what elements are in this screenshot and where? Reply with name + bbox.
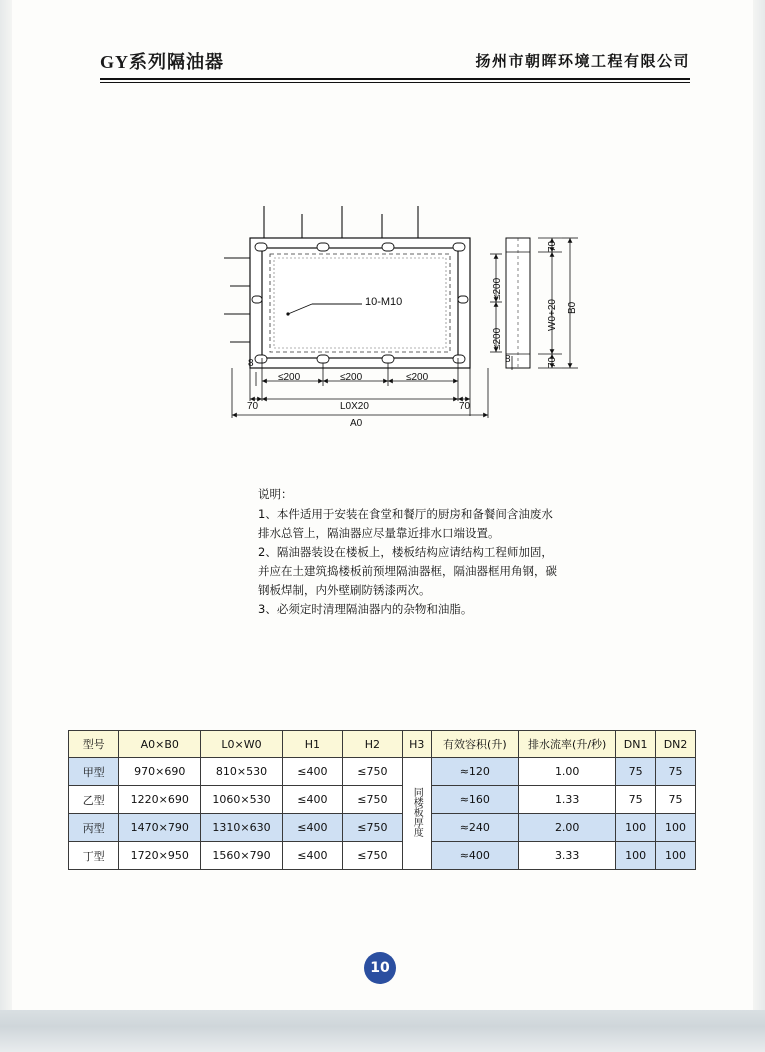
spec-table-wrapper bbox=[68, 730, 696, 870]
cell-a0b0: 1470×790 bbox=[119, 814, 201, 842]
cell-volume: ≈400 bbox=[431, 842, 519, 870]
header-rule-thin bbox=[100, 82, 690, 83]
th-h1: H1 bbox=[282, 731, 342, 758]
drawing-label-8-right: 8 bbox=[505, 354, 511, 365]
cell-dn2: 100 bbox=[656, 842, 696, 870]
note-item-3 bbox=[258, 600, 558, 619]
table-row bbox=[69, 842, 696, 870]
drawing-label-w0-20: W0+20 bbox=[547, 299, 558, 331]
cell-h2: ≤750 bbox=[342, 786, 402, 814]
cell-h1: ≤400 bbox=[282, 842, 342, 870]
cell-l0w0: 810×530 bbox=[201, 758, 283, 786]
th-dn1: DN1 bbox=[616, 731, 656, 758]
cell-model: 乙型 bbox=[69, 786, 119, 814]
cell-a0b0: 1720×950 bbox=[119, 842, 201, 870]
th-model: 型号 bbox=[69, 731, 119, 758]
cell-a0b0: 1220×690 bbox=[119, 786, 201, 814]
th-dn2: DN2 bbox=[656, 731, 696, 758]
cell-l0w0: 1310×630 bbox=[201, 814, 283, 842]
drawing-label-b0: B0 bbox=[567, 301, 578, 314]
cell-dn1: 75 bbox=[616, 758, 656, 786]
cell-flow: 1.33 bbox=[519, 786, 616, 814]
notes-block bbox=[258, 485, 558, 619]
cell-volume: ≈160 bbox=[431, 786, 519, 814]
th-h3: H3 bbox=[402, 731, 431, 758]
scan-edge-right bbox=[753, 0, 765, 1010]
cell-model: 甲型 bbox=[69, 758, 119, 786]
note-3-text: 必须定时清理隔油器内的杂物和油脂。 bbox=[276, 602, 473, 616]
drawing-label-70-left: 70 bbox=[247, 401, 259, 412]
note-3-number: 3、 bbox=[258, 602, 277, 616]
drawing-label-70-right: 70 bbox=[459, 401, 471, 412]
th-a0b0: A0×B0 bbox=[119, 731, 201, 758]
th-volume: 有效容积(升) bbox=[431, 731, 519, 758]
cell-l0w0: 1560×790 bbox=[201, 842, 283, 870]
table-row bbox=[69, 758, 696, 786]
scan-edge-bottom bbox=[0, 1010, 765, 1052]
drawing-label-le200-c: ≤200 bbox=[406, 372, 429, 383]
page-number-badge: 10 bbox=[364, 952, 396, 984]
cell-flow: 2.00 bbox=[519, 814, 616, 842]
cell-dn2: 75 bbox=[656, 758, 696, 786]
drawing-label-8-left: 8 bbox=[248, 358, 254, 369]
company-name: 扬州市朝晖环境工程有限公司 bbox=[475, 52, 690, 70]
note-2-number: 2、 bbox=[258, 545, 277, 559]
cell-h2: ≤750 bbox=[342, 758, 402, 786]
table-header-row bbox=[69, 731, 696, 758]
cell-dn2: 100 bbox=[656, 814, 696, 842]
drawing-svg bbox=[222, 196, 742, 456]
cell-flow: 3.33 bbox=[519, 842, 616, 870]
cell-h1: ≤400 bbox=[282, 786, 342, 814]
drawing-label-a0: A0 bbox=[350, 418, 363, 429]
drawing-label-le200-v2: ≤200 bbox=[492, 327, 503, 350]
page-title: GY系列隔油器 bbox=[100, 52, 224, 72]
cell-dn2: 75 bbox=[656, 786, 696, 814]
cell-h2: ≤750 bbox=[342, 814, 402, 842]
cell-a0b0: 970×690 bbox=[119, 758, 201, 786]
drawing-label-le200-a: ≤200 bbox=[278, 372, 301, 383]
drawing-label-70-topright: 70 bbox=[547, 240, 558, 252]
notes-title: 说明： bbox=[258, 487, 293, 501]
page-header bbox=[100, 48, 690, 84]
cell-flow: 1.00 bbox=[519, 758, 616, 786]
cell-l0w0: 1060×530 bbox=[201, 786, 283, 814]
th-l0w0: L0×W0 bbox=[201, 731, 283, 758]
cell-dn1: 100 bbox=[616, 842, 656, 870]
note-item-2 bbox=[258, 543, 558, 600]
drawing-label-l0x20: L0X20 bbox=[340, 401, 369, 412]
drawing-label-70-bottomright: 70 bbox=[547, 356, 558, 368]
drawing-label-bolt: 10-M10 bbox=[365, 296, 403, 308]
note-1-number: 1、 bbox=[258, 507, 277, 521]
drawing-label-le200-v1: ≤200 bbox=[492, 277, 503, 300]
th-h2: H2 bbox=[342, 731, 402, 758]
cell-h3-merged bbox=[402, 758, 431, 870]
cell-h1: ≤400 bbox=[282, 758, 342, 786]
note-2-text: 隔油器装设在楼板上，楼板结构应请结构工程师加固，并应在土建筑捣楼板前预埋隔油器框，隔油器框用角钢，碳钢板焊制，内外壁刷防锈漆两次。 bbox=[258, 545, 557, 597]
scan-edge-left bbox=[0, 0, 12, 1010]
technical-drawing bbox=[222, 196, 742, 456]
note-1-text: 本件适用于安装在食堂和餐厅的厨房和备餐间含油废水排水总管上，隔油器应尽量靠近排水口端设置。 bbox=[258, 507, 553, 540]
th-flow: 排水流率(升/秒) bbox=[519, 731, 616, 758]
drawing-label-le200-b: ≤200 bbox=[340, 372, 363, 383]
spec-table bbox=[68, 730, 696, 870]
note-item-1 bbox=[258, 505, 558, 543]
cell-h3-text: 同楼板厚度 bbox=[411, 787, 423, 837]
cell-model: 丁型 bbox=[69, 842, 119, 870]
table-row bbox=[69, 786, 696, 814]
header-rule-thick bbox=[100, 78, 690, 80]
table-row bbox=[69, 814, 696, 842]
cell-volume: ≈120 bbox=[431, 758, 519, 786]
cell-dn1: 75 bbox=[616, 786, 656, 814]
cell-model: 丙型 bbox=[69, 814, 119, 842]
cell-dn1: 100 bbox=[616, 814, 656, 842]
cell-h2: ≤750 bbox=[342, 842, 402, 870]
cell-volume: ≈240 bbox=[431, 814, 519, 842]
cell-h1: ≤400 bbox=[282, 814, 342, 842]
